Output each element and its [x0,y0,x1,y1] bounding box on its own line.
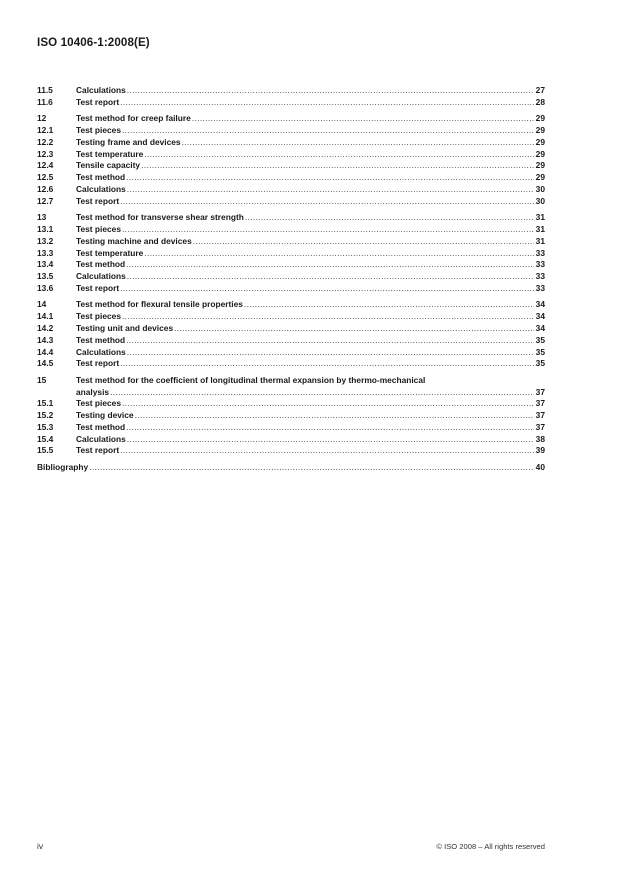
dot-leader [144,149,534,161]
toc-entry-title: Test report [76,195,120,206]
toc-entry-page: 33 [535,259,545,270]
toc-entry-title: Test method [76,334,126,345]
toc-section-group [37,375,545,458]
toc-entry-number: 15.2 [37,410,54,421]
copyright-notice: © ISO 2008 – All rights reserved [436,842,545,851]
toc-entry-page: 33 [535,247,545,258]
toc-entry-title: Calculations [76,85,126,95]
toc-entry[interactable] [37,434,545,446]
toc-entry-title: Test pieces [76,398,121,409]
toc-entry-title: Calculations [76,346,126,357]
dot-leader [245,212,534,224]
toc-entry-page: 34 [535,322,545,333]
toc-entry-page: 33 [535,282,545,293]
toc-entry-page: 27 [535,85,545,95]
toc-entry-page: 28 [535,96,545,107]
toc-entry-title: Calculations [76,271,126,282]
toc-entry-number: 14 [37,299,47,310]
toc-entry[interactable] [37,212,545,224]
toc-entry-number: 13 [37,212,47,223]
toc-entry-page: 30 [535,195,545,206]
toc-entry-title: Test method for flexural tensile properties [76,299,243,310]
toc-entry-page: 38 [535,433,545,444]
dot-leader [120,283,534,295]
dot-leader [144,248,534,260]
dot-leader [126,259,534,271]
dot-leader [127,85,534,97]
toc-entry[interactable] [37,97,545,109]
dot-leader [120,445,534,457]
toc-entry[interactable] [37,236,545,248]
toc-entry-title: Test method [76,259,126,270]
toc-entry-number: 12 [37,113,47,124]
toc-entry-number: 15.3 [37,421,54,432]
toc-entry-number: 15.5 [37,445,54,456]
toc-entry-page: 37 [535,421,545,432]
toc-entry-page: 35 [535,358,545,369]
toc-entry-title: Calculations [76,183,126,194]
dot-leader [182,137,534,149]
dot-leader [141,160,534,172]
toc-entry-number: 13.6 [37,282,54,293]
toc-entry[interactable] [37,462,545,474]
toc-entry-title: Test method for creep failure [76,113,191,124]
toc-entry-page: 31 [535,235,545,246]
toc-entry-title: Test report [76,96,120,107]
dot-leader [126,422,534,434]
dot-leader [126,335,534,347]
toc-entry-number: 12.4 [37,160,54,171]
toc-entry-number: 12.6 [37,183,54,194]
toc-entry-page: 31 [535,223,545,234]
dot-leader [135,410,534,422]
toc-entry-number: 13.4 [37,259,54,270]
toc-entry[interactable] [37,137,545,149]
toc-entry[interactable] [37,85,545,97]
toc-entry-number: 12.2 [37,136,54,147]
toc-entry-page: 31 [535,212,545,223]
toc-entry-title-line1: Test method for the coefficient of longitudinal thermal expansion by thermo-mechanical [76,374,426,385]
toc-entry[interactable] [37,113,545,125]
toc-entry-number: 12.3 [37,148,54,159]
toc-entry-number: 11.6 [37,96,53,107]
toc-entry-title: Testing machine and devices [76,235,192,246]
toc-entry-number: 14.1 [37,311,54,322]
toc-entry-number: 13.3 [37,247,54,258]
toc-entry-page: 37 [535,398,545,409]
toc-entry-number: 12.5 [37,172,54,183]
dot-leader [110,387,534,399]
dot-leader [120,196,534,208]
dot-leader [244,299,534,311]
toc-entry[interactable] [37,422,545,434]
toc-entry[interactable] [37,125,545,137]
toc-entry-title: Testing unit and devices [76,322,174,333]
toc-entry[interactable] [37,160,545,172]
dot-leader [127,184,534,196]
toc-entry-title: Tensile capacity [76,160,141,171]
toc-entry-page: 29 [535,172,545,183]
toc-entry[interactable] [37,335,545,347]
toc-entry-number: 14.3 [37,334,54,345]
dot-leader [122,398,534,410]
toc-entry-number: 13.5 [37,271,54,282]
toc-entry-title: Test temperature [76,247,144,258]
toc-entry-page: 35 [535,334,545,345]
toc-section-group [37,212,545,295]
toc-entry-page: 37 [535,386,545,397]
toc-entry-title: Test method [76,421,126,432]
toc-entry-page: 29 [535,148,545,159]
toc-entry-title: Test temperature [76,148,144,159]
toc-entry-title: Testing frame and devices [76,136,181,147]
toc-entry-title: Test pieces [76,223,121,234]
dot-leader [193,236,534,248]
dot-leader [122,224,534,236]
toc-entry[interactable] [37,172,545,184]
document-id-header: ISO 10406-1:2008(E) [37,36,150,49]
toc-entry[interactable] [37,196,545,208]
toc-entry-number: 15.1 [37,398,54,409]
toc-entry-title: Test report [76,282,120,293]
toc-entry-title: Test pieces [76,124,121,135]
dot-leader [127,347,534,359]
toc-entry-number: 14.4 [37,346,54,357]
toc-entry-title: analysis [76,386,110,397]
dot-leader [174,323,534,335]
toc-entry-number: 13.1 [37,223,54,234]
toc-entry-title: Test method [76,172,126,183]
toc-entry-title: Test method for transverse shear strength [76,212,244,223]
toc-entry-page: 40 [535,461,545,472]
dot-leader [127,434,534,446]
toc-entry-page: 33 [535,271,545,282]
toc-entry-page: 29 [535,124,545,135]
toc-entry[interactable] [37,398,545,410]
toc-entry[interactable] [37,248,545,260]
toc-entry-number: 15 [37,374,47,385]
dot-leader [120,358,534,370]
toc-entry[interactable] [37,271,545,283]
toc-entry-title: Testing device [76,410,134,421]
toc-entry-page: 35 [535,346,545,357]
toc-entry[interactable] [37,259,545,271]
toc-entry-page: 29 [535,113,545,124]
toc-section-group [37,85,545,109]
dot-leader [122,125,534,137]
toc-entry[interactable] [37,375,545,399]
dot-leader [122,311,534,323]
toc-entry-number: 11.5 [37,85,53,95]
toc-section-group [37,299,545,370]
toc-entry-page: 29 [535,136,545,147]
toc-entry-number: 15.4 [37,433,54,444]
toc-section-group [37,462,545,474]
toc-entry-number: 14.2 [37,322,54,333]
toc-entry[interactable] [37,299,545,311]
toc-entry-page: 30 [535,183,545,194]
toc-entry[interactable] [37,323,545,335]
toc-entry-number: 14.5 [37,358,54,369]
toc-entry[interactable] [37,347,545,359]
toc-entry-page: 39 [535,445,545,456]
toc-entry-page: 37 [535,410,545,421]
toc-entry[interactable] [37,283,545,295]
toc-entry[interactable] [37,410,545,422]
toc-entry-number: 12.1 [37,124,54,135]
dot-leader [120,97,534,109]
toc-entry-number: 13.2 [37,235,54,246]
toc-entry[interactable] [37,149,545,161]
toc-entry-title: Test pieces [76,311,121,322]
toc-entry[interactable] [37,224,545,236]
toc-entry[interactable] [37,445,545,457]
toc-entry[interactable] [37,311,545,323]
toc-entry[interactable] [37,184,545,196]
dot-leader [127,271,534,283]
dot-leader [126,172,534,184]
toc-entry-title: Calculations [76,433,126,444]
toc-entry-title: Test report [76,358,120,369]
toc-entry-number: 12.7 [37,195,54,206]
toc-entry-title: Bibliography [37,461,89,472]
toc-entry-page: 34 [535,299,545,310]
toc-entry[interactable] [37,358,545,370]
toc-entry-page: 34 [535,311,545,322]
toc-section-group [37,113,545,207]
toc-entry-page: 29 [535,160,545,171]
page-number: iv [37,841,44,851]
dot-leader [192,113,534,125]
table-of-contents [37,85,545,478]
dot-leader [89,462,534,474]
toc-entry-title: Test report [76,445,120,456]
